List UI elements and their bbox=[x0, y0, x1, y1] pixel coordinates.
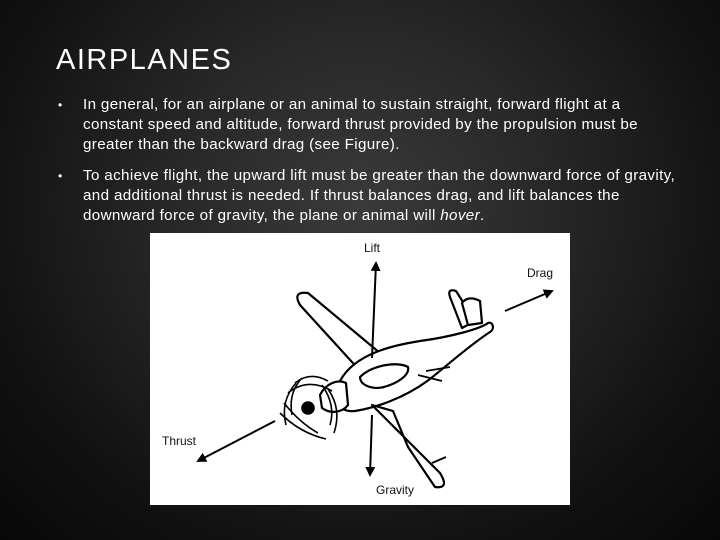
slide-title: AIRPLANES bbox=[56, 44, 233, 76]
thrust-arrow bbox=[198, 421, 275, 461]
bullet-marker: • bbox=[58, 98, 63, 112]
bullet-item-lift-gravity bbox=[56, 166, 676, 226]
airplane-forces-figure bbox=[150, 233, 570, 505]
bullet-text: In general, for an airplane or an animal to sustain straight, forward flight at a constant speed and altitude, forward thrust provided by the propulsion must be greater than the backward drag (see Figure). bbox=[83, 96, 638, 153]
bullet-list bbox=[56, 95, 676, 226]
gravity-arrow bbox=[370, 415, 372, 475]
thrust-label: Thrust bbox=[162, 434, 197, 448]
bullet-emphasis: hover bbox=[440, 207, 481, 224]
airplane-forces-diagram bbox=[150, 233, 570, 505]
bullet-item-thrust-drag bbox=[56, 95, 676, 155]
lift-label: Lift bbox=[364, 241, 381, 255]
drag-label: Drag bbox=[527, 266, 554, 280]
gravity-label: Gravity bbox=[376, 483, 415, 497]
lift-arrow bbox=[372, 263, 376, 358]
bullet-text-end: . bbox=[480, 207, 485, 224]
drag-arrow bbox=[505, 291, 552, 311]
wing-right bbox=[372, 405, 444, 487]
engine-cowling bbox=[320, 382, 348, 412]
bullet-text: To achieve flight, the upward lift must be greater than the downward force of gravity, and additional thrust is needed. If thrust balances drag, and lift balances the downward force of gravity, the plane or animal will bbox=[83, 167, 676, 224]
bullet-marker: • bbox=[58, 169, 63, 183]
